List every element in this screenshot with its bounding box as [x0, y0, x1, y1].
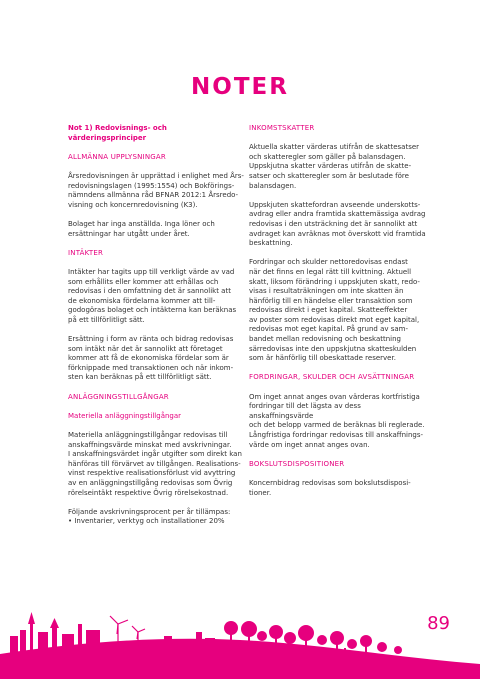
section-heading-intakter: INTÄKTER — [68, 248, 104, 257]
section-heading-inkomstskatter: INKOMSTSKATTER — [249, 124, 315, 132]
note-heading: Not 1) Redovisnings- och värderingsprinciper — [68, 124, 167, 142]
section-heading-bokslut: BOKSLUTSDISPOSITIONER — [249, 459, 345, 468]
paragraph: Aktuella skatter värderas utifrån de skattesatser och skatteregler som gäller på balansdagen. Uppskjutna skatter värderas utifrån de skatte- satser och skatteregler som är beslutade före balansdagen. — [249, 143, 420, 190]
paragraph: Koncernbidrag redovisas som bokslutsdisposi- tioner. — [249, 478, 411, 497]
paragraph: Intäkter har tagits upp till verkligt värde av vad som erhållits eller kommer att erhållas och redovisas i den omfattning det är sannolikt att de ekonomiska fördelarna kommer att till- godogöras bolaget och intäkterna kan beräknas på ett tillförlitligt sätt. — [68, 267, 237, 324]
paragraph: Ersättning i form av ränta och bidrag redovisas som intäkt när det är sannolikt att företaget kommer att få de ekonomiska fördelar som är förknippade med transaktionen och när inkom- sten kan beräknas på ett tillförlitligt sätt. — [68, 335, 234, 382]
paragraph: Om inget annat anges ovan värderas kortfristiga fordringar till det lägsta av dess anskaffningsvärde och det belopp varmed de beräknas bli reglerade. Långfristiga fordringar redovisas till anskaffnings- värde om inget annat anges ovan. — [249, 392, 425, 449]
paragraph: Fordringar och skulder nettoredovisas endast när det finns en legal rätt till kvittning. Aktuell skatt, liksom förändring i uppskjuten skatt, redo- visas i resultaträkningen om inte skatten än hänförlig till en händelse eller transaktion som redovisas direkt i eget kapital. Skatteeffekter av poster som redovisas direkt mot eget kapital, redovisas mot eget kapital. På grund av sam- bandet mellan redovisning och beskattning särredovisas inte den uppskjutna skatteskulden som är hänförlig till obeskattade reserver. — [249, 258, 420, 363]
paragraph: Uppskjuten skattefordran avseende underskotts- avdrag eller andra framtida skattemässiga avdrag redovisas i den utsträckning det är sannolikt att avdraget kan avräknas mot överskott vid framtida beskattning. — [249, 200, 426, 248]
skyline-illustration — [0, 584, 480, 679]
section-heading-anlaggning: ANLÄGGNINGSTILLGÅNGAR — [68, 392, 169, 401]
paragraph: Årsredovisningen är upprättad i enlighet med Års- redovisningslagen (1995:1554) och Bokförings- nämndens allmänna råd BFNAR 2012:1 Årsredo- visning och koncernredovisning (K3). — [68, 171, 244, 209]
page-title: NOTER — [191, 74, 289, 100]
paragraph: Materiella anläggningstillgångar redovisas till anskaffningsvärde minskat med avskrivningar. I anskaffningsvärdet ingår utgifter som direkt kan hänföras till förvärvet av tillgången. Realisations- vinst respektive realisationsförlust vid avyttring av en anläggningstillgång redovisas som Övrig rörelseintäkt respektive Övrig rörelsekostnad. — [68, 431, 242, 497]
right-column — [249, 124, 427, 508]
page-number: 89 — [427, 613, 450, 634]
bullet-item: • Inventarier, verktyg och installationer 20% — [68, 517, 225, 526]
paragraph: Bolaget har inga anställda. Inga löner och ersättningar har utgått under året. — [68, 219, 215, 238]
paragraph: Följande avskrivningsprocent per år tillämpas: — [68, 507, 231, 516]
subheading-materiella: Materiella anläggningstillgångar — [68, 411, 182, 420]
left-column — [68, 124, 246, 537]
section-heading-fordringar: FORDRINGAR, SKULDER OCH AVSÄTTNINGAR — [249, 373, 415, 382]
section-heading-allmanna: ALLMÄNNA UPPLYSNINGAR — [68, 152, 166, 161]
